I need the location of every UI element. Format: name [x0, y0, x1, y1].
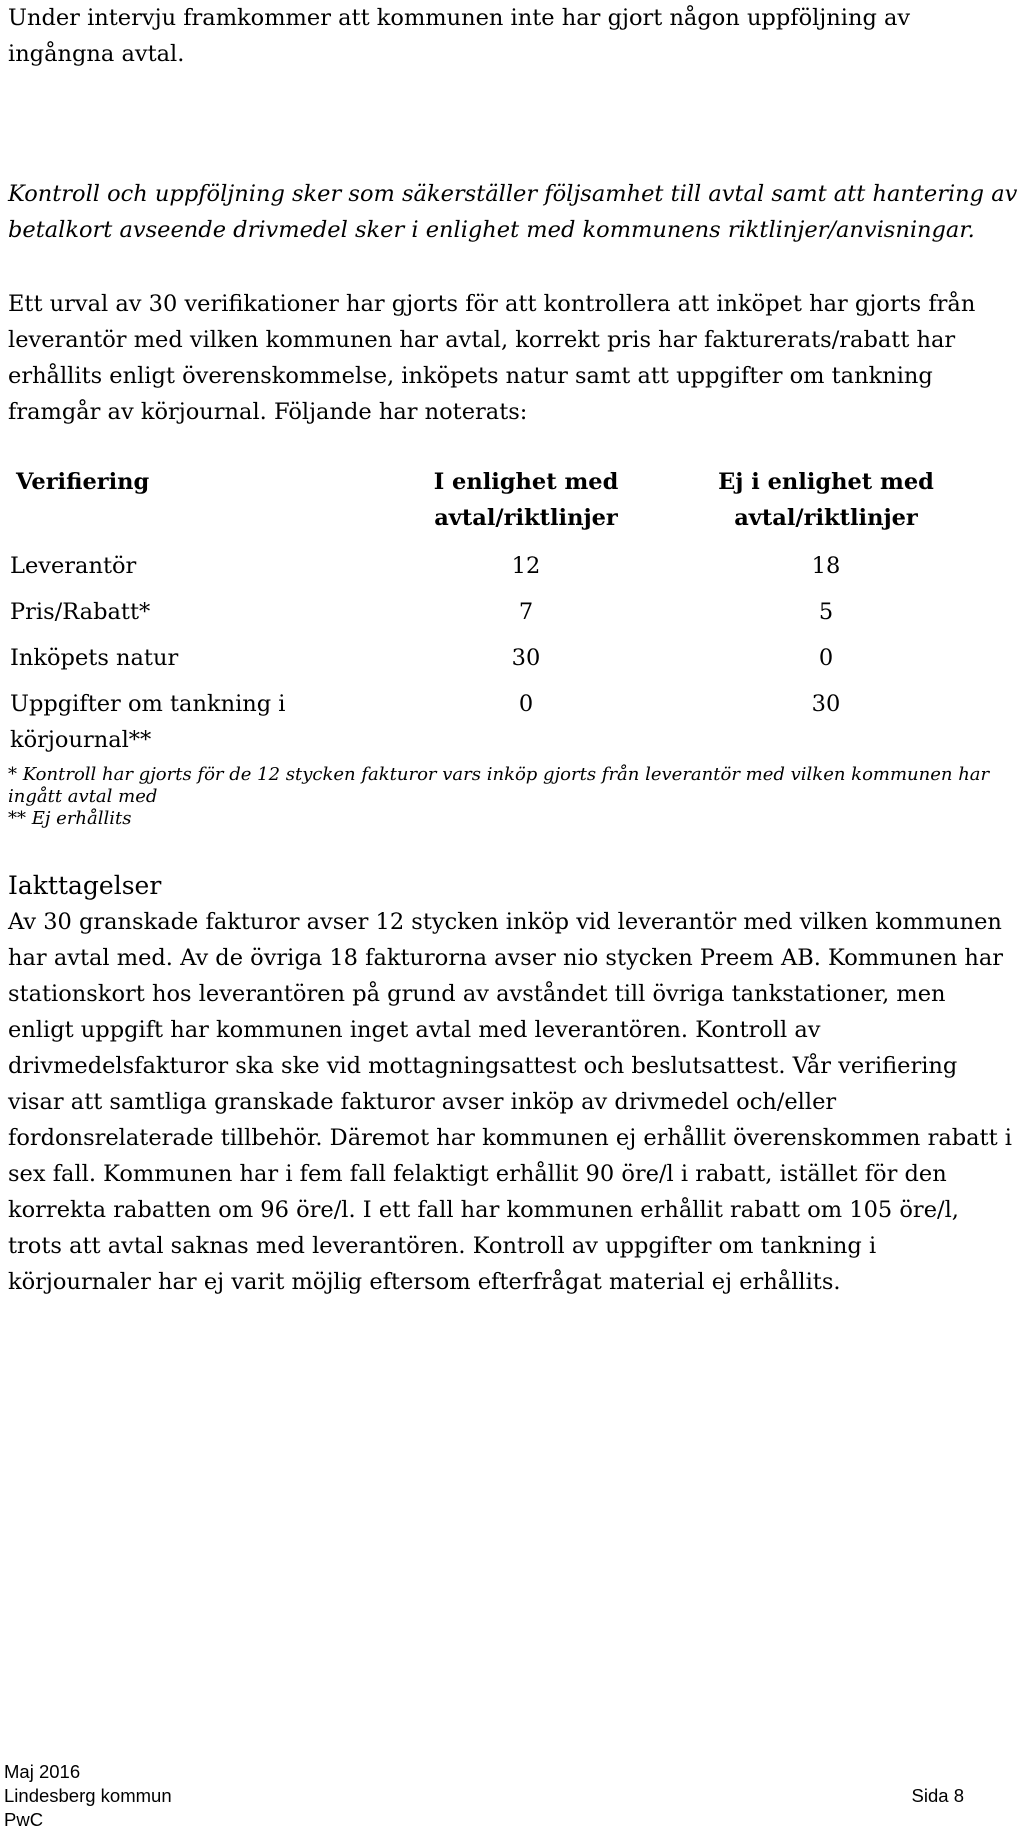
observations-paragraph: Av 30 granskade fakturor avser 12 stycken inköp vid leverantör med vilken kommunen har avtal med. Av de övriga 18 fakturorna avser nio stycken Preem AB. Kommunen har stationskort hos leverantören på grund av avståndet till övriga tankstationer, men enligt uppgift har kommunen inget avtal med leverantören. Kontroll av drivmedelsfakturor ska ske vid mottagningsattest och beslutsattest. Vår verifiering visar att samtliga granskade fakturor avser inköp av drivmedel och/eller fordonsrelaterade tillbehör. Däremot har kommunen ej erhållit överenskommen rabatt i sex fall. Kommunen har i fem fall felaktigt erhållit 90 öre/l i rabatt, istället för den korrekta rabatten om 96 öre/l. I ett fall har kommunen erhållit rabatt om 105 öre/l, trots att avtal saknas med leverantören. Kontroll av uppgifter om tankning i körjournaler har ej varit möjlig eftersom efterfrågat material ej erhållits.	[8, 909, 1012, 1295]
row-label: Leverantör	[10, 553, 137, 579]
row-label: Inköpets natur	[10, 645, 179, 671]
footer-company: PwC	[4, 1809, 44, 1830]
row-noncompliant-count: 5	[818, 599, 834, 625]
row-compliant-count: 7	[518, 599, 534, 625]
page-footer	[4, 1760, 1004, 1832]
table-header-row	[8, 464, 986, 544]
table-footnotes	[8, 764, 1018, 830]
header-verification: Verifiering	[16, 469, 150, 495]
verification-table	[8, 464, 986, 764]
footnote-journal: ** Ej erhållits	[8, 808, 132, 829]
table-row	[8, 636, 986, 682]
table-row	[8, 682, 986, 764]
row-compliant-count: 12	[511, 553, 541, 579]
footer-date: Maj 2016	[4, 1761, 81, 1782]
selection-paragraph: Ett urval av 30 verifikationer har gjorts för att kontrollera att inköpet har gjorts från leverantör med vilken kommunen har avtal, korrekt pris har fakturerats/rabatt har erhållits enligt överenskommelse, inköpets natur samt att uppgifter om tankning framgår av körjournal. Följande har noterats:	[8, 291, 976, 425]
header-compliant: I enlighet med avtal/riktlinjer	[433, 469, 619, 531]
row-compliant-count: 0	[518, 691, 534, 717]
intro-paragraph: Under intervju framkommer att kommunen inte har gjort någon uppföljning av ingångna avtal.	[8, 5, 911, 67]
row-compliant-count: 30	[511, 645, 541, 671]
table-row	[8, 544, 986, 590]
row-label: Uppgifter om tankning i körjournal**	[10, 691, 286, 753]
row-noncompliant-count: 18	[811, 553, 841, 579]
footer-organization: Lindesberg kommun	[4, 1785, 172, 1806]
header-noncompliant: Ej i enlighet med avtal/riktlinjer	[718, 469, 934, 531]
footnote-price: * Kontroll har gjorts för de 12 stycken fakturor vars inköp gjorts från leverantör med vilken kommunen har ingått avtal med	[8, 764, 990, 807]
observations-heading: Iakttagelser	[8, 871, 162, 900]
footer-page-number: Sida 8	[911, 1785, 964, 1806]
control-objective-paragraph: Kontroll och uppföljning sker som säkerställer följsamhet till avtal samt att hantering av betalkort avseende drivmedel sker i enlighet med kommunens riktlinjer/anvisningar.	[8, 181, 1018, 243]
row-label: Pris/Rabatt*	[10, 599, 151, 625]
row-noncompliant-count: 30	[811, 691, 841, 717]
row-noncompliant-count: 0	[818, 645, 834, 671]
table-row	[8, 590, 986, 636]
page-content	[8, 0, 1018, 1300]
